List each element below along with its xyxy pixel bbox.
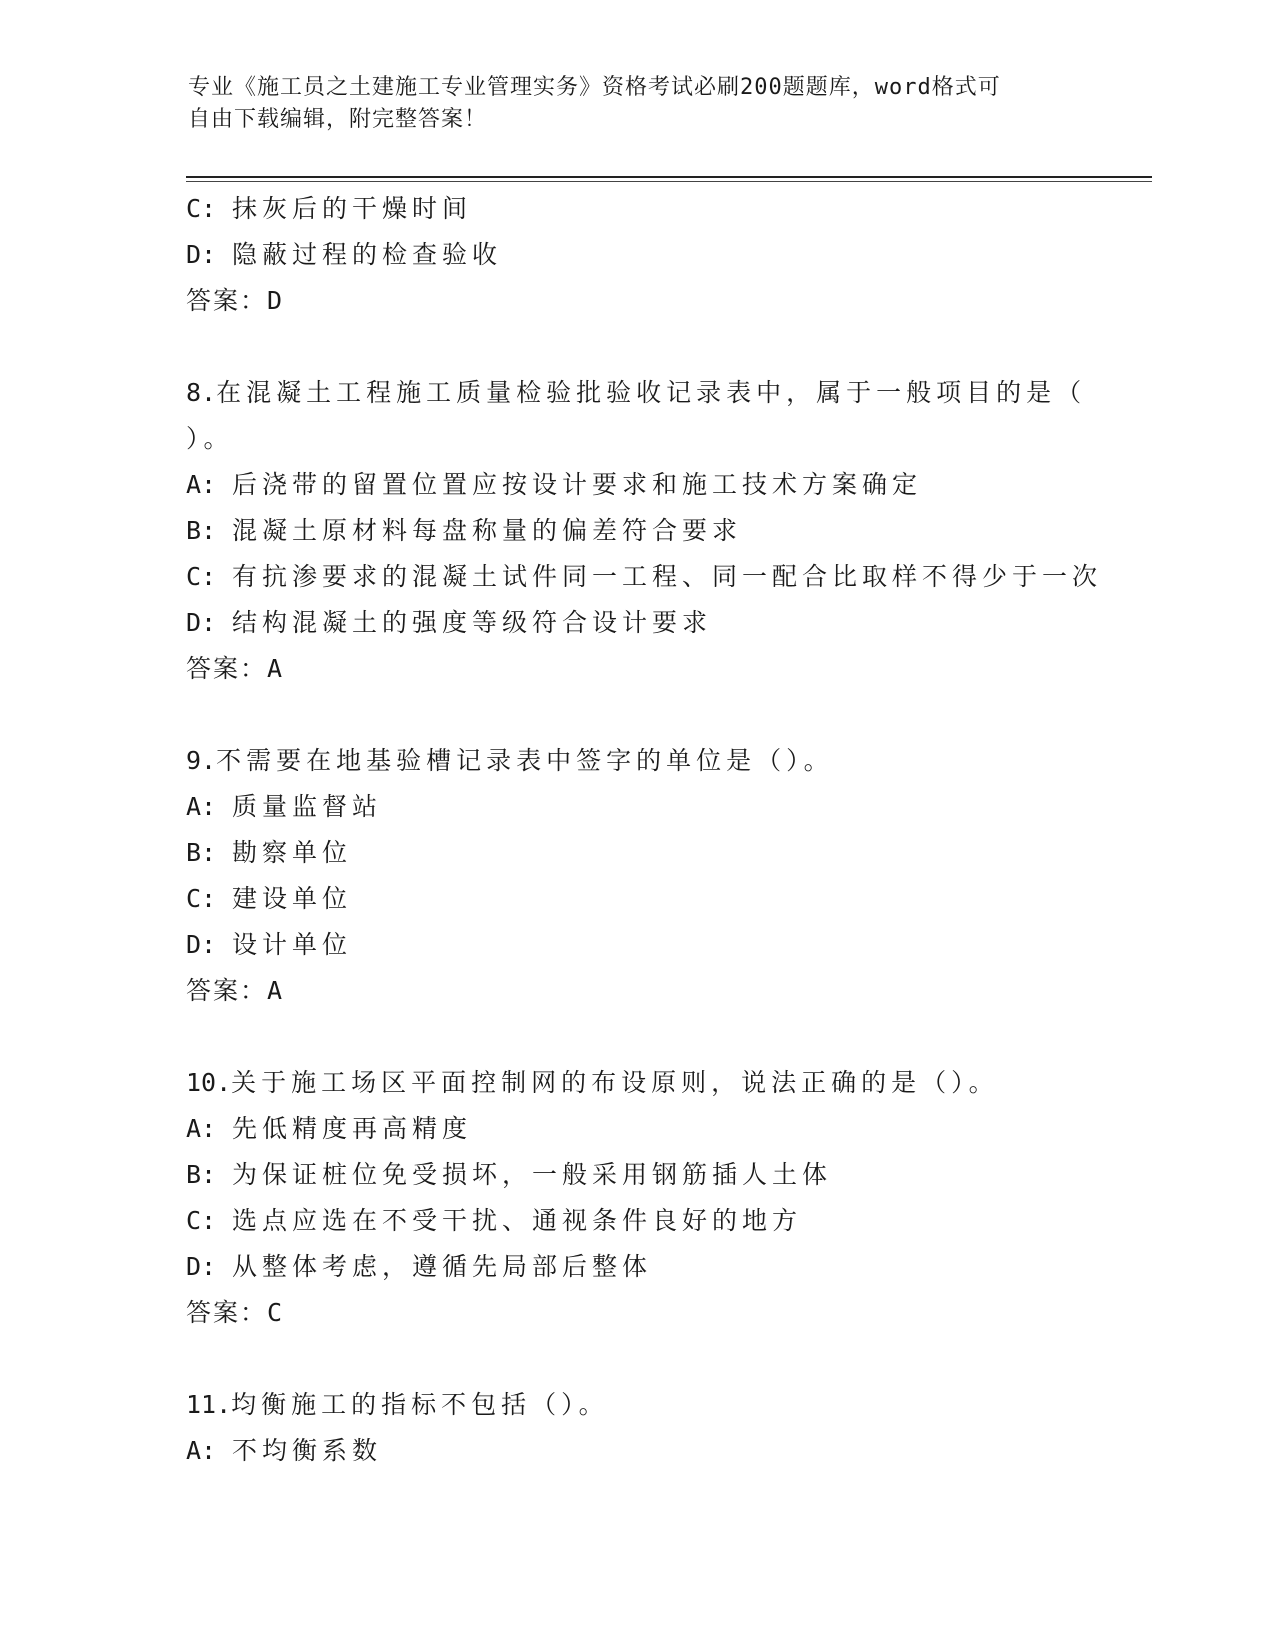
header-divider-thin [186,181,1152,182]
document-header [188,72,1088,136]
question-stem: 11.均衡施工的指标不包括（）。 [186,1390,609,1419]
question-stem-continued: ）。 [186,424,234,453]
option-b: B: 勘察单位 [186,838,353,867]
option-a: A: 质量监督站 [186,792,383,821]
question-number: 9. [186,746,217,775]
option-d: D: 结构混凝土的强度等级符合设计要求 [186,608,713,637]
question-number: 8. [186,378,217,407]
answer-line: 答案：C [186,1298,285,1327]
question-stem: 9.不需要在地基验槽记录表中签字的单位是（）。 [186,746,834,775]
option-c: C: 有抗渗要求的混凝土试件同一工程、同一配合比取样不得少于一次 [186,562,1103,591]
option-a: A: 后浇带的留置位置应按设计要求和施工技术方案确定 [186,470,923,499]
question-10 [186,1060,1136,1336]
option-c: C: 建设单位 [186,884,353,913]
option-a: A: 先低精度再高精度 [186,1114,473,1143]
question-7-tail [186,186,1136,324]
option-b: B: 为保证桩位免受损坏，一般采用钢筋插人土体 [186,1160,833,1189]
header-divider-thick [186,176,1152,178]
question-number: 10. [186,1068,232,1097]
option-b: B: 混凝土原材料每盘称量的偏差符合要求 [186,516,743,545]
header-line-2: 自由下载编辑，附完整答案！ [188,107,488,132]
question-stem: 8.在混凝土工程施工质量检验批验收记录表中，属于一般项目的是（ [186,378,1087,407]
option-d: D: 从整体考虑，遵循先局部后整体 [186,1252,653,1281]
question-list [186,186,1136,1474]
answer-line: 答案：A [186,654,285,683]
option-d: D: 设计单位 [186,930,353,959]
question-stem: 10.关于施工场区平面控制网的布设原则，说法正确的是（）。 [186,1068,999,1097]
question-8 [186,370,1136,692]
option-c: C: 抹灰后的干燥时间 [186,194,473,223]
question-number: 11. [186,1390,232,1419]
question-9 [186,738,1136,1014]
option-a: A: 不均衡系数 [186,1436,383,1465]
option-d: D: 隐蔽过程的检查验收 [186,240,503,269]
answer-line: 答案：A [186,976,285,1005]
answer-line: 答案：D [186,286,285,315]
question-11 [186,1382,1136,1474]
header-line-1: 专业《施工员之土建施工专业管理实务》资格考试必刷200题题库，word格式可 [188,75,1001,100]
option-c: C: 选点应选在不受干扰、通视条件良好的地方 [186,1206,803,1235]
